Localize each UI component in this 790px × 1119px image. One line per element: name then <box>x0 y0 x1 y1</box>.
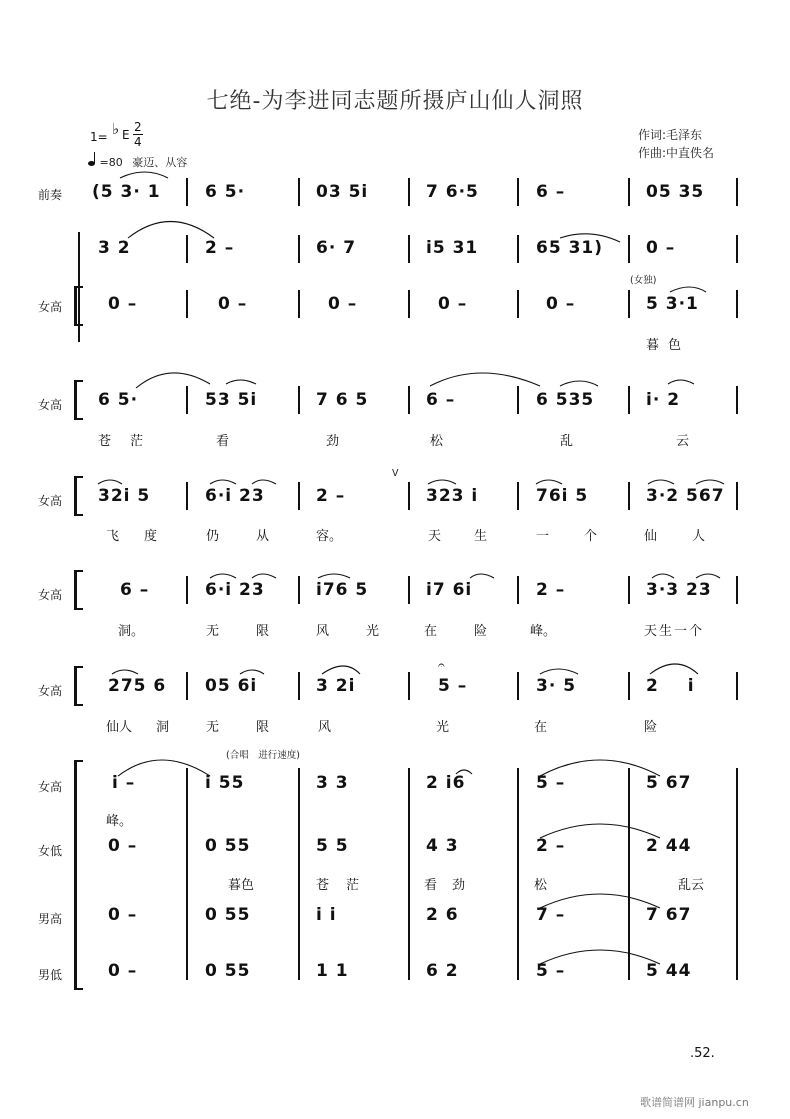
measure: 0 – <box>108 905 138 925</box>
slur <box>470 574 494 578</box>
measure: 0 – <box>218 294 248 314</box>
measure: 323 i <box>426 486 479 506</box>
measure: 0 – <box>108 961 138 981</box>
lyric: 仙 <box>644 529 658 544</box>
measure: 6 2 <box>426 961 459 981</box>
lyric: 峰。 <box>530 624 557 639</box>
measure: 7 – <box>536 905 566 925</box>
page-number: .52. <box>690 1046 715 1061</box>
measure: i i <box>316 905 337 925</box>
slur <box>670 287 706 292</box>
measure: 76i 5 <box>536 486 589 506</box>
lyric: 在 <box>424 624 438 639</box>
slur <box>536 480 562 484</box>
lyric: 峰。 <box>106 814 133 829</box>
lyric: 劲 <box>452 878 466 893</box>
lyric: 洞。 <box>118 624 145 639</box>
lyric: 容。 <box>316 529 343 544</box>
lyric: 个 <box>584 529 598 544</box>
measure: 2 6 <box>426 905 459 925</box>
tie <box>136 373 210 388</box>
chorus-note: (合唱 进行速度) <box>226 750 300 761</box>
lyric: 暮色 <box>228 878 255 893</box>
tie <box>540 760 660 776</box>
lyric: 限 <box>256 720 270 735</box>
tie <box>128 222 214 239</box>
part-label: 女高 <box>38 494 63 508</box>
breath-mark: V <box>392 468 399 479</box>
time-denominator: 4 <box>134 135 142 149</box>
measure: 5 67 <box>646 773 692 793</box>
lyric: 松 <box>534 878 548 893</box>
measure: 5 – <box>438 676 468 696</box>
lyric: 一 <box>536 529 550 544</box>
measure: 2 i6 <box>426 773 466 793</box>
lyric: 乱云 <box>678 878 705 893</box>
lyric: 苍 <box>98 434 112 449</box>
measure: i 55 <box>205 773 245 793</box>
measure: 3·3 23 <box>646 580 712 600</box>
part-label: 女高 <box>38 398 63 412</box>
measure: 7 6 5 <box>316 390 369 410</box>
part-label: 女高 <box>38 300 63 314</box>
measure: i76 5 <box>316 580 369 600</box>
measure: 3 2 <box>98 238 131 258</box>
lyric: 云 <box>676 434 690 449</box>
slur <box>226 380 256 384</box>
measure: 0 55 <box>205 836 251 856</box>
lyric: 苍 <box>316 878 330 893</box>
measure: 7 6·5 <box>426 182 479 202</box>
lyricist: 作词:毛泽东 <box>638 128 703 142</box>
lyric: 无 <box>206 720 220 735</box>
lyric: 暮 <box>646 338 660 353</box>
part-label: 女高 <box>38 588 63 602</box>
measure: 53 5i <box>205 390 258 410</box>
measure: 6·i 23 <box>205 486 265 506</box>
lyric: 色 <box>668 338 682 353</box>
slur <box>112 670 138 674</box>
measure: 6·i 23 <box>205 580 265 600</box>
measure: 275 6 <box>108 676 167 696</box>
slur <box>696 574 720 578</box>
lyric: 从 <box>256 529 270 544</box>
slur <box>210 480 236 484</box>
lyric: 劲 <box>326 434 340 449</box>
lyric: 松 <box>430 434 444 449</box>
lyric: 天生一个 <box>644 624 705 639</box>
measure: 6 535 <box>536 390 595 410</box>
lyric: 人 <box>692 529 706 544</box>
part-label: 女高 <box>38 780 63 794</box>
measure: i5 31 <box>426 238 479 258</box>
measure: 3· 5 <box>536 676 577 696</box>
measure: 7 67 <box>646 905 692 925</box>
slur <box>456 770 472 774</box>
tie <box>430 373 540 386</box>
measure: 0 55 <box>205 961 251 981</box>
slur <box>322 666 360 674</box>
measure: (5 3· 1 <box>92 182 161 202</box>
measure: 0 – <box>108 294 138 314</box>
measure: 0 – <box>546 294 576 314</box>
tie <box>118 760 210 776</box>
measure: 1 1 <box>316 961 349 981</box>
measure: i7 6i <box>426 580 473 600</box>
lyric: 天 <box>428 529 442 544</box>
measure: 0 55 <box>205 905 251 925</box>
lyric: 光 <box>436 720 450 735</box>
slur <box>240 670 264 674</box>
tempo-value: =80 <box>99 156 123 169</box>
measure: 2 44 <box>646 836 692 856</box>
slur <box>696 480 724 484</box>
lyric: 看 <box>424 878 438 893</box>
measure: 5 – <box>536 773 566 793</box>
part-label: 女低 <box>38 844 63 858</box>
lyric: 限 <box>256 624 270 639</box>
measure: i – <box>112 773 136 793</box>
lyric: 光 <box>366 624 380 639</box>
measure: 0 – <box>328 294 358 314</box>
part-label: 前奏 <box>38 188 63 202</box>
lyric: 看 <box>216 434 230 449</box>
lyric: 仙人 <box>106 720 133 735</box>
slur <box>668 380 694 384</box>
slur <box>120 172 168 178</box>
measure: 2 – <box>205 238 235 258</box>
watermark: 歌谱简谱网 jianpu.cn <box>640 1096 749 1109</box>
measure: 5 5 <box>316 836 349 856</box>
tempo-expression: 豪迈、从容 <box>132 156 188 169</box>
measure: 3 2i <box>316 676 356 696</box>
measure: 05 6i <box>205 676 258 696</box>
slur <box>428 480 456 484</box>
slur <box>540 669 578 674</box>
solo-note: (女独) <box>630 275 657 286</box>
measure: 5 44 <box>646 961 692 981</box>
measure: 32i 5 <box>98 486 151 506</box>
lyric: 险 <box>644 720 658 735</box>
measure: 05 35 <box>646 182 705 202</box>
slur <box>650 664 698 674</box>
slur <box>652 574 674 578</box>
measure: 6 5· <box>205 182 246 202</box>
measure: 0 – <box>438 294 468 314</box>
key-note: E <box>122 128 130 142</box>
measure: 6· 7 <box>316 238 357 258</box>
measure: 2 – <box>316 486 346 506</box>
measure: 4 3 <box>426 836 459 856</box>
measure: 3 3 <box>316 773 349 793</box>
fermata-icon: 𝄐 <box>438 658 445 672</box>
measure: 03 5i <box>316 182 369 202</box>
slur <box>252 574 276 578</box>
measure: 6 – <box>426 390 456 410</box>
tie <box>540 894 660 908</box>
lyric: 飞 <box>106 529 120 544</box>
slur <box>560 234 620 242</box>
measure: 0 – <box>646 238 676 258</box>
measure: 5 3·1 <box>646 294 699 314</box>
key-prefix: 1= <box>90 130 108 144</box>
part-label: 男低 <box>38 968 63 982</box>
page-title: 七绝-为李进同志题所摄庐山仙人洞照 <box>206 89 584 114</box>
measure: 3·2 567 <box>646 486 725 506</box>
lyric: 风 <box>318 720 332 735</box>
lyric: 仍 <box>206 529 220 544</box>
tie <box>540 950 660 964</box>
time-numerator: 2 <box>134 120 142 134</box>
slur <box>648 480 674 484</box>
slur <box>98 480 122 484</box>
composer: 作曲:中直佚名 <box>638 146 715 160</box>
slur <box>252 480 276 484</box>
slur <box>318 574 350 578</box>
lyric: 乱 <box>560 434 574 449</box>
lyric: 茫 <box>130 434 144 449</box>
flat-sign: ♭ <box>112 120 120 138</box>
lyric: 险 <box>474 624 488 639</box>
lyric: 度 <box>144 529 158 544</box>
lyric: 茫 <box>346 878 360 893</box>
measure: 6 – <box>120 580 150 600</box>
part-label: 男高 <box>38 912 63 926</box>
lyric: 在 <box>534 720 548 735</box>
lyric: 生 <box>474 529 488 544</box>
tie <box>540 824 660 838</box>
measure: 2 – <box>536 580 566 600</box>
slur <box>560 381 598 386</box>
measure: 0 – <box>108 836 138 856</box>
lyric: 洞 <box>156 720 170 735</box>
part-label: 女高 <box>38 684 63 698</box>
measure: 6 – <box>536 182 566 202</box>
measure: i· 2 <box>646 390 681 410</box>
measure: 2 i <box>646 676 695 696</box>
slur <box>210 574 236 578</box>
measure: 5 – <box>536 961 566 981</box>
measure: 6 5· <box>98 390 139 410</box>
measure: 2 – <box>536 836 566 856</box>
lyric: 无 <box>206 624 220 639</box>
lyric: 风 <box>316 624 330 639</box>
measure: 65 31) <box>536 238 604 258</box>
